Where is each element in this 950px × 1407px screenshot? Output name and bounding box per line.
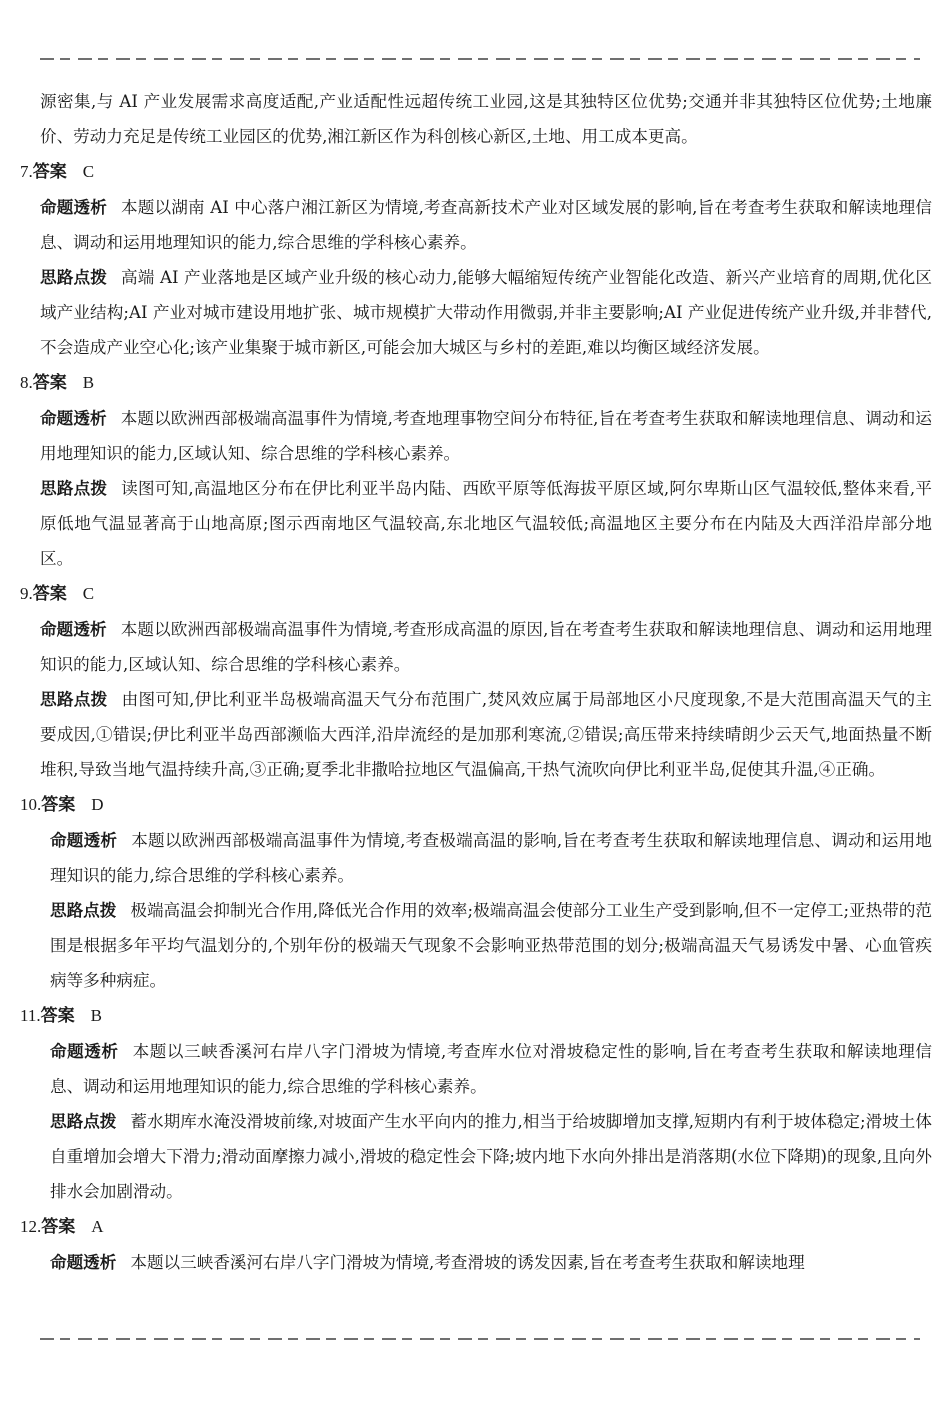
analysis-label: 命题透析: [40, 620, 107, 639]
answer-label: 答案: [40, 1006, 75, 1026]
analysis-9: [40, 612, 932, 682]
analysis-label: 命题透析: [40, 409, 107, 428]
hint-label: 思路点拨: [50, 1112, 117, 1131]
answer-10: [20, 787, 932, 823]
hint-label: 思路点拨: [50, 901, 117, 920]
question-number: 12.: [20, 1217, 42, 1236]
analysis-label: 命题透析: [50, 1253, 117, 1272]
question-number: 9.: [20, 584, 33, 603]
hint-7: [40, 260, 932, 365]
answer-label: 答案: [32, 584, 67, 604]
answer-explanations: [20, 84, 932, 1280]
analysis-label: 命题透析: [50, 831, 118, 850]
answer-label: 答案: [41, 1217, 76, 1237]
analysis-label: 命题透析: [40, 198, 108, 217]
continued-paragraph: 源密集,与 AI 产业发展需求高度适配,产业适配性远超传统工业园,这是其独特区位优势;交通并非其独特区位优势;土地廉价、劳动力充足是传统工业园区的优势,湘江新区作为科创核心新区,土地、用工成本更高。: [40, 92, 932, 146]
answer-value: B: [82, 373, 95, 392]
question-number: 7.: [20, 162, 33, 181]
answer-12: [20, 1209, 932, 1245]
analysis-12: [50, 1245, 932, 1280]
answer-7: [20, 154, 932, 190]
analysis-10: [50, 823, 932, 893]
hint-label: 思路点拨: [40, 479, 108, 498]
answer-value: C: [82, 584, 95, 603]
hint-label: 思路点拨: [40, 268, 108, 287]
analysis-text: 本题以欧洲西部极端高温事件为情境,考查极端高温的影响,旨在考查考生获取和解读地理信息、调动和运用地理知识的能力,综合思维的学科核心素养。: [50, 831, 932, 885]
hint-text: 蓄水期库水淹没滑坡前缘,对坡面产生水平向内的推力,相当于给坡脚增加支撑,短期内有利于坡体稳定;滑坡土体自重增加会增大下滑力;滑动面摩擦力减小,滑坡的稳定性会下降;坡内地下水向外排出是消落期(水位下降期)的现象,且向外排水会加剧滑动。: [50, 1112, 932, 1201]
question-number: 11.: [20, 1006, 41, 1025]
analysis-text: 本题以三峡香溪河右岸八字门滑坡为情境,考查滑坡的诱发因素,旨在考查考生获取和解读地理: [130, 1253, 805, 1272]
answer-value: A: [91, 1217, 104, 1236]
answer-value: D: [91, 795, 104, 814]
hint-11: [50, 1104, 932, 1209]
analysis-7: [40, 190, 932, 260]
hint-text: 极端高温会抑制光合作用,降低光合作用的效率;极端高温会使部分工业生产受到影响,但不一定停工;亚热带的范围是根据多年平均气温划分的,个别年份的极端天气现象不会影响亚热带范围的划分;极端高温天气易诱发中暑、心血管疾病等多种病症。: [50, 901, 933, 990]
analysis-text: 本题以欧洲西部极端高温事件为情境,考查地理事物空间分布特征,旨在考查考生获取和解读地理信息、调动和运用地理知识的能力,区域认知、综合思维的学科核心素养。: [40, 409, 933, 463]
bottom-cut-edge: [40, 1336, 920, 1342]
answer-11: [20, 998, 932, 1034]
question-number: 10.: [20, 795, 42, 814]
hint-text: 读图可知,高温地区分布在伊比利亚半岛内陆、西欧平原等低海拔平原区域,阿尔卑斯山区气温较低,整体来看,平原低地气温显著高于山地高原;图示西南地区气温较高,东北地区气温较低;高温地区主要分布在内陆及大西洋沿岸部分地区。: [40, 479, 932, 568]
analysis-text: 本题以欧洲西部极端高温事件为情境,考查形成高温的原因,旨在考查考生获取和解读地理信息、调动和运用地理知识的能力,区域认知、综合思维的学科核心素养。: [40, 620, 933, 674]
answer-label: 答案: [32, 373, 67, 393]
hint-10: [50, 893, 932, 998]
answer-value: B: [90, 1006, 102, 1025]
analysis-8: [40, 401, 932, 471]
top-cut-edge: [40, 56, 920, 62]
analysis-text: 本题以湖南 AI 中心落户湘江新区为情境,考查高新技术产业对区域发展的影响,旨在考查考生获取和解读地理信息、调动和运用地理知识的能力,综合思维的学科核心素养。: [40, 198, 932, 252]
hint-8: [40, 471, 932, 576]
answer-label: 答案: [32, 162, 67, 182]
answer-8: [20, 365, 932, 401]
analysis-text: 本题以三峡香溪河右岸八字门滑坡为情境,考查库水位对滑坡稳定性的影响,旨在考查考生获取和解读地理信息、调动和运用地理知识的能力,综合思维的学科核心素养。: [50, 1042, 933, 1096]
answer-label: 答案: [41, 795, 76, 815]
hint-label: 思路点拨: [40, 690, 108, 709]
answer-value: C: [82, 162, 95, 181]
hint-text: 高端 AI 产业落地是区域产业升级的核心动力,能够大幅缩短传统产业智能化改造、新兴产业培育的周期,优化区域产业结构;AI 产业对城市建设用地扩张、城市规模扩大带动作用微弱,并非主要影响;AI 产业促进传统产业升级,并非替代,不会造成产业空心化;该产业集聚于城市新区,可能会加大城区与乡村的差距,难以均衡区域经济发展。: [40, 268, 932, 357]
hint-9: [40, 682, 932, 787]
question-number: 8.: [20, 373, 33, 392]
analysis-11: [50, 1034, 932, 1104]
analysis-label: 命题透析: [50, 1042, 119, 1061]
hint-text: 由图可知,伊比利亚半岛极端高温天气分布范围广,焚风效应属于局部地区小尺度现象,不是大范围高温天气的主要成因,①错误;伊比利亚半岛西部濒临大西洋,沿岸流经的是加那利寒流,②错误;高压带来持续晴朗少云天气,地面热量不断堆积,导致当地气温持续升高,③正确;夏季北非撒哈拉地区气温偏高,干热气流吹向伊比利亚半岛,促使其升温,④正确。: [40, 690, 932, 779]
answer-9: [20, 576, 932, 612]
